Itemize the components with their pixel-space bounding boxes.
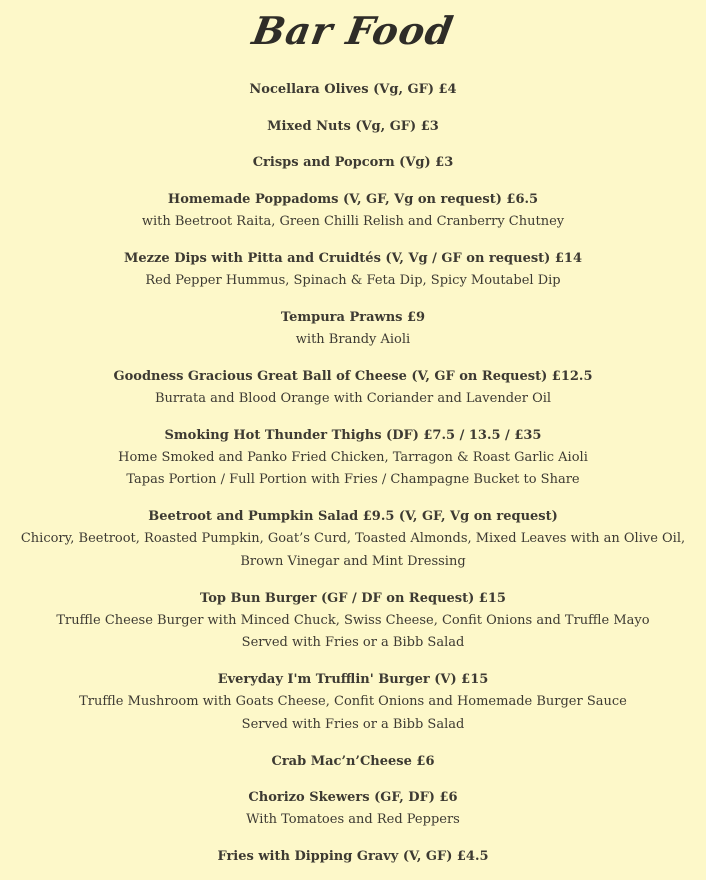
menu-item-description: with Brandy Aioli — [295, 331, 411, 347]
menu-item — [16, 115, 690, 138]
menu-item-description: Home Smoked and Panko Fried Chicken, Tarragon & Roast Garlic Aioli — [118, 449, 588, 465]
menu-item — [16, 668, 690, 736]
menu-item — [16, 505, 690, 573]
menu-item — [16, 247, 690, 293]
menu-item-name: Crisps and Popcorn (Vg) £3 — [252, 155, 454, 170]
menu-item-name: Fries with Dipping Gravy (V, GF) £4.5 — [217, 849, 489, 864]
menu-item — [16, 306, 690, 352]
menu-item-description: Tapas Portion / Full Portion with Fries / Champagne Bucket to Share — [126, 472, 580, 487]
menu-item-name: Mixed Nuts (Vg, GF) £3 — [267, 118, 439, 134]
menu-item-description: Served with Fries or a Bibb Salad — [241, 716, 465, 732]
menu-item-description: Served with Fries or a Bibb Salad — [241, 635, 465, 650]
menu-list — [0, 78, 706, 868]
menu-item-description: Chicory, Beetroot, Roasted Pumpkin, Goat’s Curd, Toasted Almonds, Mixed Leaves with an Olive Oil, Brown Vinegar and Mint Dressing — [20, 531, 686, 569]
menu-item — [16, 424, 690, 492]
menu-item-name: Homemade Poppadoms (V, GF, Vg on request) £6.5 — [167, 191, 539, 207]
menu-title: Bar Food — [249, 8, 458, 53]
menu-item-name: Mezze Dips with Pitta and Cruidtés (V, Vg / GF on request) £14 — [123, 250, 582, 266]
menu-item — [16, 587, 690, 655]
menu-item — [16, 151, 690, 174]
menu-item-description: Truffle Mushroom with Goats Cheese, Confit Onions and Homemade Burger Sauce — [79, 694, 627, 709]
menu-item-name: Crab Mac’n’Cheese £6 — [271, 753, 435, 769]
menu-item-name: Goodness Gracious Great Ball of Cheese (V, GF on Request) £12.5 — [113, 368, 593, 384]
menu-item-description: Red Pepper Hummus, Spinach & Feta Dip, Spicy Moutabel Dip — [145, 272, 561, 288]
menu-item-name: Everyday I'm Trufflin' Burger (V) £15 — [217, 672, 489, 687]
menu-item — [16, 845, 690, 868]
menu-item-name: Top Bun Burger (GF / DF on Request) £15 — [200, 590, 506, 606]
menu-item — [16, 750, 690, 773]
menu-item-description: With Tomatoes and Red Peppers — [246, 812, 460, 827]
menu-item-description: Truffle Cheese Burger with Minced Chuck, Swiss Cheese, Confit Onions and Truffle Mayo — [56, 612, 650, 628]
menu-item — [16, 78, 690, 101]
menu-item-name: Smoking Hot Thunder Thighs (DF) £7.5 / 13.5 / £35 — [164, 427, 542, 443]
menu-item-name: Beetroot and Pumpkin Salad £9.5 (V, GF, Vg on request) — [148, 509, 558, 524]
menu-item — [16, 365, 690, 411]
menu-item — [16, 786, 690, 832]
menu-item-name: Chorizo Skewers (GF, DF) £6 — [248, 790, 458, 805]
menu-item-description: with Beetroot Raita, Green Chilli Relish and Cranberry Chutney — [141, 213, 565, 229]
menu-item-name: Nocellara Olives (Vg, GF) £4 — [249, 82, 457, 97]
menu-item — [16, 188, 690, 234]
menu-item-description: Burrata and Blood Orange with Coriander and Lavender Oil — [154, 390, 552, 406]
menu-item-name: Tempura Prawns £9 — [280, 309, 426, 325]
